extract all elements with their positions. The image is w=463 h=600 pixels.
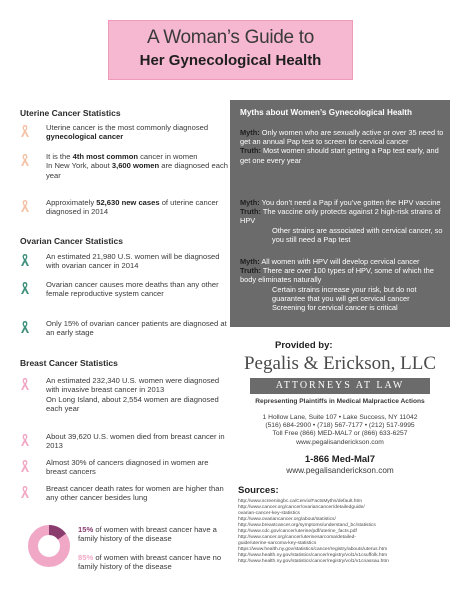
breast-section-title: Breast Cancer Statistics [20, 358, 118, 368]
list-item: An estimated 232,340 U.S. women were diagnosed with invasive breast cancer in 2013 On Long Island, about 2,554 women are diagnosed each year [20, 376, 230, 414]
source-link[interactable]: https://www.health.ny.gov/statistics/cancer/registry/abouts/uterus.htm [238, 547, 388, 553]
uterine-section-title: Uterine Cancer Statistics [20, 108, 121, 118]
firm-logo: Pegalis & Erickson, LLC [243, 353, 437, 374]
website-link[interactable]: www.pegalisanderickson.com [286, 466, 394, 475]
source-link[interactable]: http://www.cancer.org/cancer/ovariancancer/detailedguide/ [238, 505, 365, 511]
ribbon-icon [20, 253, 30, 267]
list-item: Almost 30% of cancers diagnosed in women are breast cancers [20, 458, 230, 477]
myth-item: Myth: Only women who are sexually active or over 35 need to get an annual Pap test to screen for cervical cancer Truth: Most women should start getting a Pap test early, and get one every year [240, 128, 444, 165]
source-link[interactable]: http://www.screeningbc.ca/Cervix/FactsMyths/default.htm [238, 499, 362, 504]
no-family-history-pct: 85% [78, 553, 94, 562]
list-item: Breast cancer death rates for women are higher than any other cancer besides lung [20, 484, 230, 503]
ribbon-icon [20, 124, 30, 138]
family-history-stat: 15% of women with breast cancer have a family history of the disease [78, 525, 217, 544]
list-item: Approximately 52,630 new cases of uterine cancer diagnosed in 2014 [20, 198, 230, 217]
list-item: Ovarian cancer causes more deaths than any other female reproductive system cancer [20, 280, 230, 299]
list-item: An estimated 21,980 U.S. women will be diagnosed with ovarian cancer in 2014 [20, 252, 230, 271]
provided-by-label: Provided by: [275, 340, 333, 351]
family-history-pct: 15% [78, 525, 94, 534]
myths-panel [230, 100, 450, 327]
myth-item: Myth: You don’t need a Pap if you’ve gotten the HPV vaccine Truth: The vaccine only protects against 2 high-risk strains of HPV Other strains are associated with cervical cancer, so you still need a Pap test [240, 198, 443, 244]
contact-block [230, 414, 450, 447]
source-link[interactable]: http://www.cancer.org/cancer/uterinesarcoma/detailed- [238, 535, 356, 541]
list-item: Uterine cancer is the most commonly diagnosed gynecological cancer [20, 123, 230, 142]
sources-list [238, 499, 460, 566]
ribbon-icon [20, 153, 30, 167]
no-family-history-stat: 85% of women with breast cancer have no family history of the disease [78, 553, 222, 572]
ribbon-icon [20, 281, 30, 295]
website-small[interactable]: www.pegalisanderickson.com [296, 438, 384, 446]
sources-title: Sources: [238, 485, 279, 496]
source-link[interactable]: http://www.ovariancancer.org/about/statistics/ [238, 517, 336, 523]
ribbon-icon [20, 199, 30, 213]
source-link[interactable]: guide/uterine-sarcoma-key-statistics [238, 541, 317, 547]
ribbon-icon [20, 459, 30, 473]
source-link[interactable]: http://www.breastcancer.org/symptoms/understand_bc/statistics [238, 523, 376, 529]
phone-numbers: (516) 684-2900 • (718) 567-7177 • (212) 517-9995 [265, 422, 415, 430]
ribbon-icon [20, 433, 30, 447]
list-item: About 39,620 U.S. women died from breast cancer in 2013 [20, 432, 230, 451]
source-link[interactable]: http://www.health.ny.gov/statistics/cancer/registry/vol1/v1cnassau.htm [238, 559, 389, 565]
title-line-2: Her Gynecological Health [139, 52, 322, 69]
firm-tagline: Representing Plaintiffs in Medical Malpractice Actions [255, 398, 425, 405]
hotline-number: 1-866 Med-Mal7 [304, 454, 376, 465]
ribbon-icon [20, 377, 30, 391]
attorneys-banner: ATTORNEYS AT LAW [250, 378, 430, 394]
title-line-1: A Woman’s Guide to [146, 27, 315, 48]
list-item: It is the 4th most common cancer in women In New York, about 3,600 women are diagnosed each year [20, 152, 230, 180]
myths-title: Myths about Women’s Gynecological Health [240, 108, 412, 117]
ovarian-section-title: Ovarian Cancer Statistics [20, 236, 123, 246]
list-item: Only 15% of ovarian cancer patients are diagnosed at an early stage [20, 319, 230, 338]
title-banner [108, 20, 353, 80]
source-link[interactable]: ovarian-cancer-key-statistics [238, 511, 300, 517]
source-link[interactable]: http://www.cdc.gov/cancer/uterine/pdf/uterine_facts.pdf [238, 529, 357, 535]
ribbon-icon [20, 485, 30, 499]
source-link[interactable]: http://www.health.ny.gov/statistics/cancer/registry/vol1/v1csuffolk.htm [238, 553, 388, 559]
toll-free: Toll Free (866) MED-MAL7 or (866) 633-6257 [272, 430, 408, 438]
myth-item: Myth: All women with HPV will develop cervical cancer Truth: There are over 100 types of HPV, some of which the body eliminates naturally Certain strains increase your risk, but do not guarantee that you will get cervical cancer Screening for cervical cancer is critical [240, 257, 434, 313]
ribbon-icon [20, 320, 30, 334]
address: 1 Hollow Lane, Suite 107 • Lake Success, NY 11042 [262, 414, 418, 421]
family-history-donut [26, 523, 72, 569]
